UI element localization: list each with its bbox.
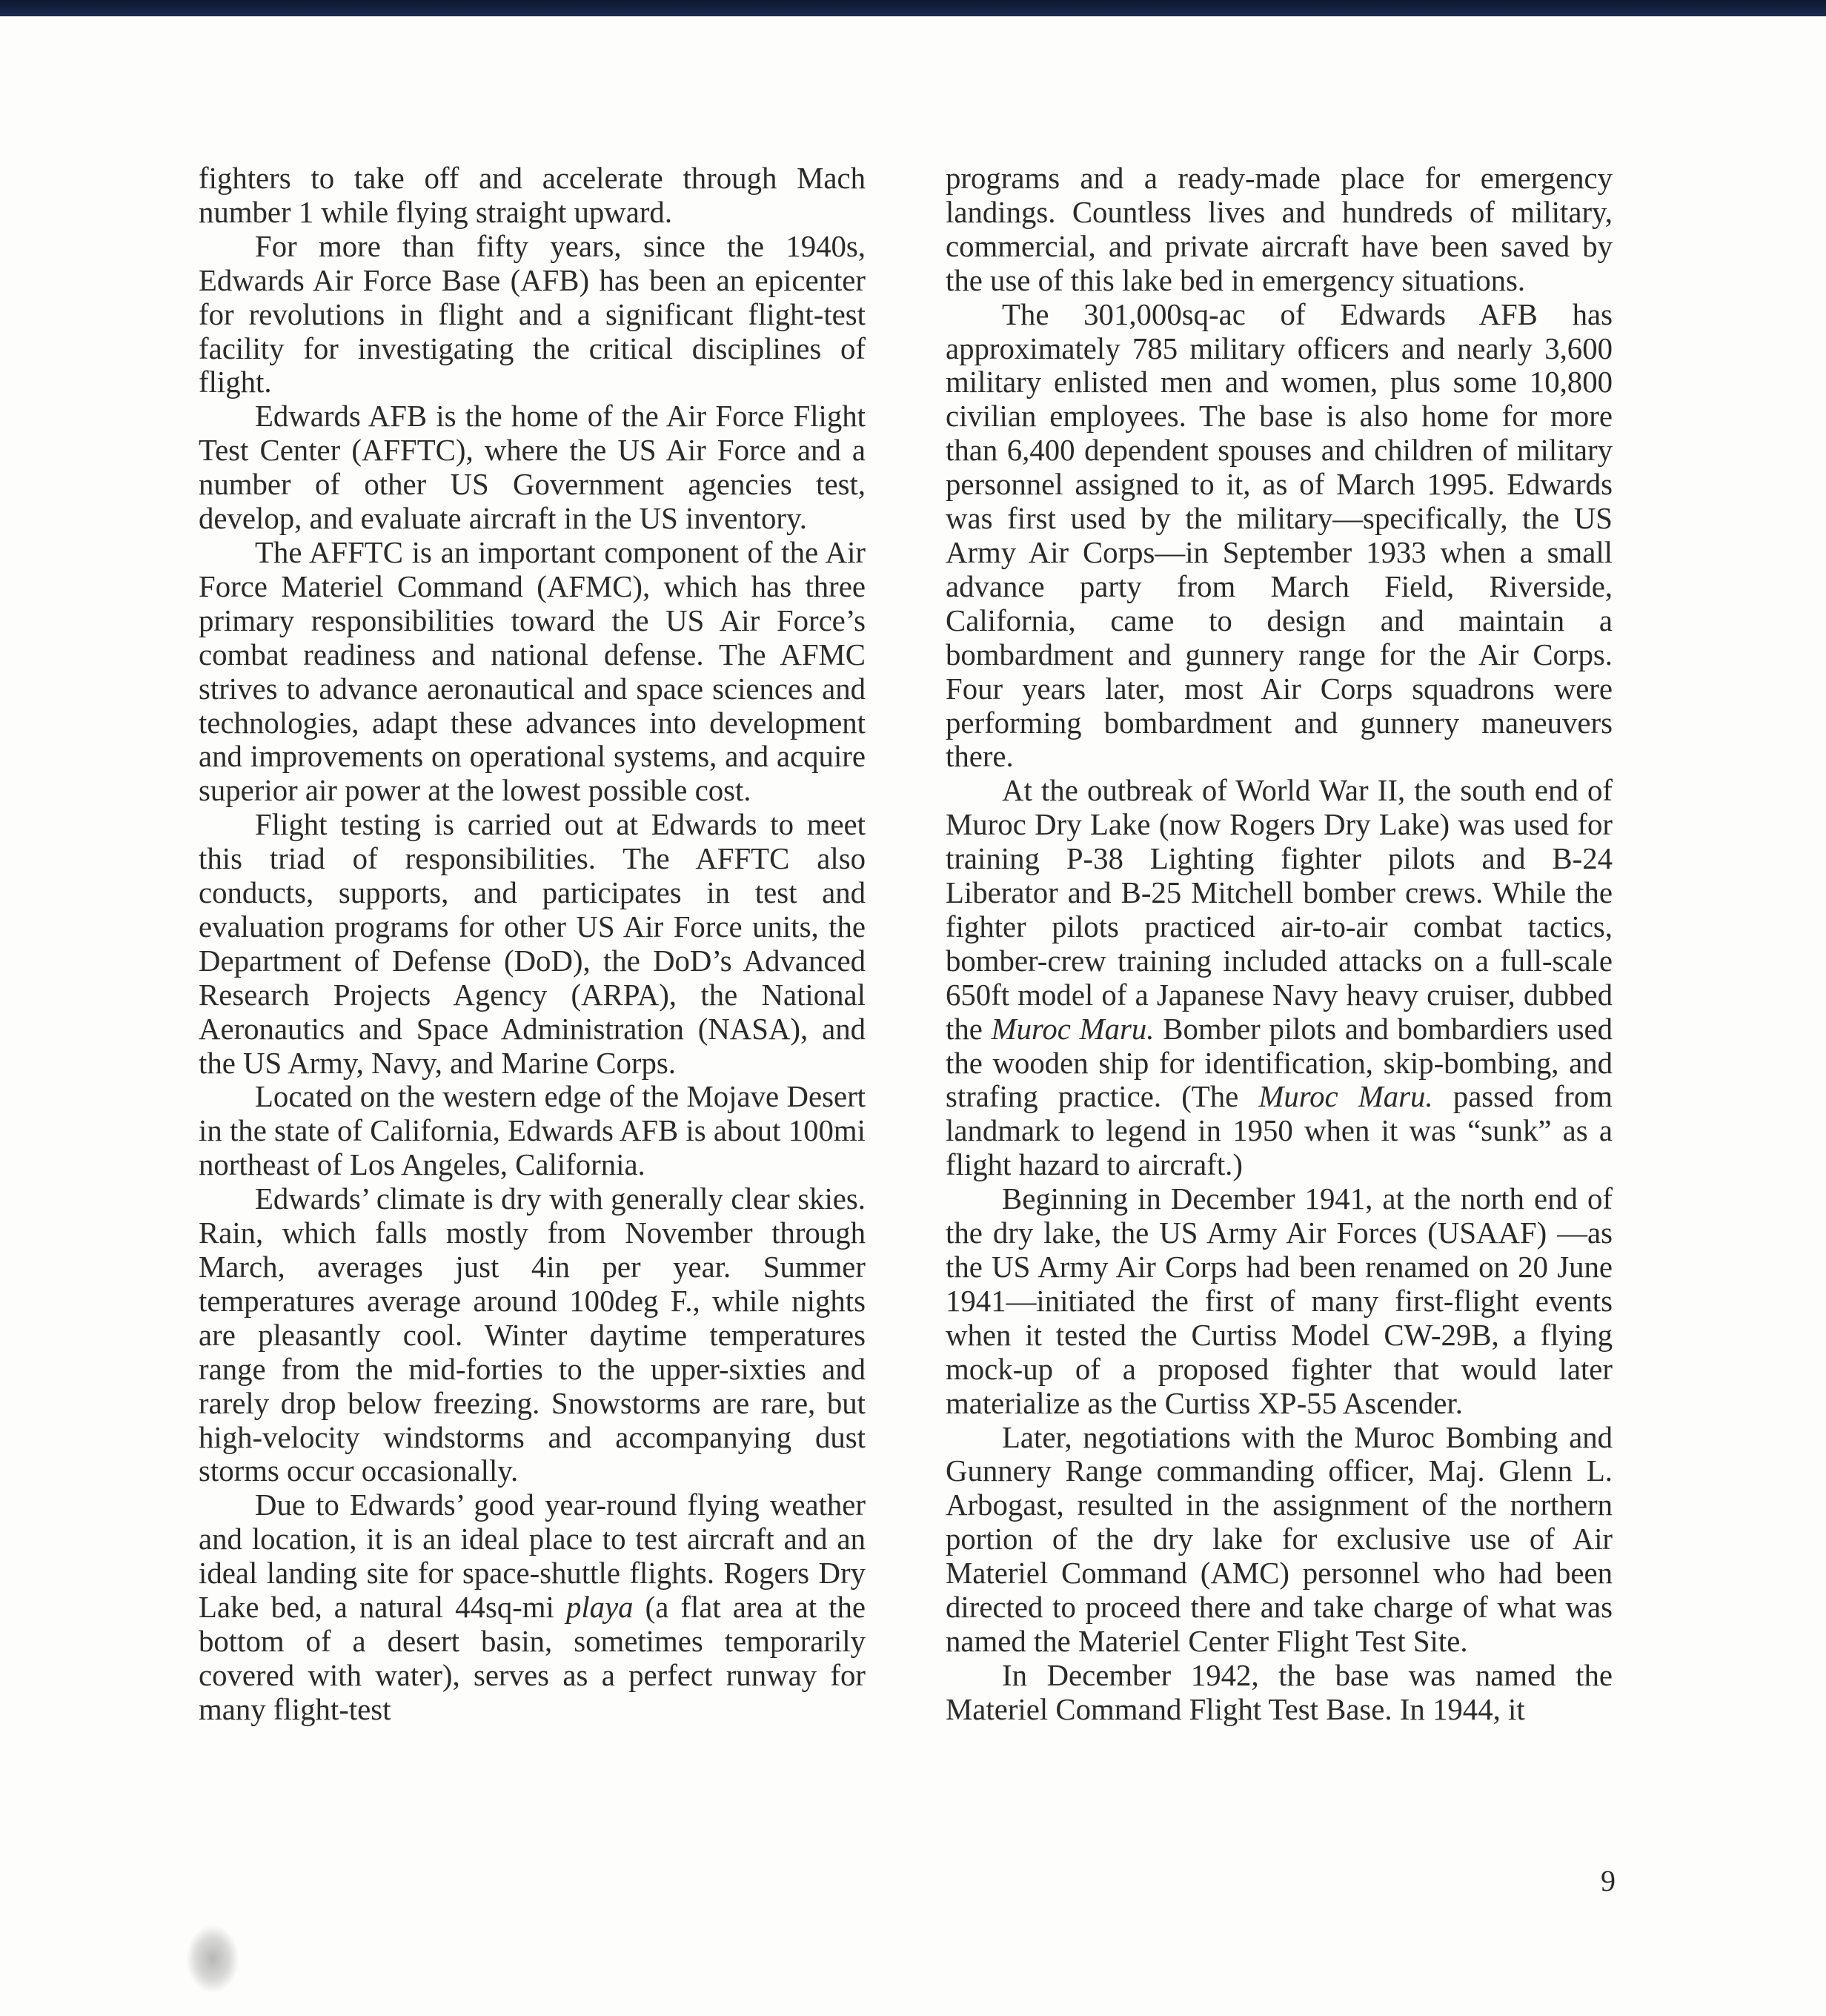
paragraph: fighters to take off and accelerate through Mach number 1 while flying straight upward. xyxy=(199,162,866,229)
paragraph: Edwards’ climate is dry with generally clear skies. Rain, which falls mostly from November through March, averages just 4in per year. Summer temperatures average around 100deg F., while nights are pleasantly cool. Winter daytime temperatures range from the mid-forties to the upper-sixties and rarely drop below freezing. Snowstorms are rare, but high-velocity windstorms and accompanying dust storms occur occasionally. xyxy=(199,1182,866,1488)
page-number: 9 xyxy=(1601,1864,1616,1897)
paragraph: Edwards AFB is the home of the Air Force Flight Test Center (AFFTC), where the US Air Force and a number of other US Government agencies test, develop, and evaluate aircraft in the US inventory. xyxy=(199,399,866,536)
paragraph: Later, negotiations with the Muroc Bombing and Gunnery Range commanding officer, Maj. Glenn L. Arbogast, resulted in the assignment of the northern portion of the dry lake for exclusive use of Air Materiel Command (AMC) personnel who had been directed to proceed there and take charge of what was named the Materiel Center Flight Test Site. xyxy=(946,1420,1613,1658)
text-run: At the outbreak of World War II, the south end of Muroc Dry Lake (now Rogers Dry Lake) was used for training P-38 Lighting fighter pilots and B-24 Liberator and B-25 Mitchell bomber crews. While the fighter pilots practiced air-to-air combat tactics, bomber-crew training included attacks on a full-scale 650ft model of a Japanese Navy heavy cruiser, dubbed the xyxy=(946,774,1613,1046)
paragraph xyxy=(946,774,1613,1182)
paragraph xyxy=(199,1488,866,1726)
text-run: Due to Edwards’ good year-round flying weather and location, it is an ideal place to test aircraft and an ideal landing site for space-shuttle flights. Rogers Dry Lake bed, a natural 44sq-mi xyxy=(199,1488,866,1625)
paragraph: For more than fifty years, since the 1940s, Edwards Air Force Base (AFB) has been an epicenter for revolutions in flight and a significant flight-test facility for investigating the critical disciplines of flight. xyxy=(199,229,866,399)
page-top-edge xyxy=(0,0,1826,16)
paragraph: The AFFTC is an important component of the Air Force Materiel Command (AFMC), which has three primary responsibilities toward the US Air Force’s combat readiness and national defense. The AFMC strives to advance aeronautical and space sciences and technologies, adapt these advances into development and improvements on operational systems, and acquire superior air power at the lowest possible cost. xyxy=(199,535,866,808)
italic-term: playa xyxy=(565,1591,634,1625)
paragraph: In December 1942, the base was named the Materiel Command Flight Test Base. In 1944, it xyxy=(946,1658,1613,1726)
italic-ship-name: Muroc Maru. xyxy=(1258,1080,1433,1114)
right-text-column xyxy=(946,162,1613,1727)
text-run: Bomber pilots and bombardiers used the wooden ship for identification, skip-bombing, and strafing practice. (The xyxy=(946,1012,1613,1114)
paragraph: The 301,000sq-ac of Edwards AFB has approximately 785 military officers and nearly 3,600 military enlisted men and women, plus some 10,800 civilian employees. The base is also home for more than 6,400 dependent spouses and children of military personnel assigned to it, as of March 1995. Edwards was first used by the military—specifically, the US Army Air Corps—in September 1933 when a small advance party from March Field, Riverside, California, came to design and maintain a bombardment and gunnery range for the Air Corps. Four years later, most Air Corps squadrons were performing bombardment and gunnery maneuvers there. xyxy=(946,297,1613,774)
paragraph: Flight testing is carried out at Edwards to meet this triad of responsibilities. The AFFTC also conducts, supports, and participates in test and evaluation programs for other US Air Force units, the Department of Defense (DoD), the DoD’s Advanced Research Projects Agency (ARPA), the National Aeronautics and Space Administration (NASA), and the US Army, Navy, and Marine Corps. xyxy=(199,808,866,1080)
left-text-column xyxy=(199,162,866,1727)
scan-smudge xyxy=(187,1926,239,1992)
text-run: (a flat area at the bottom of a desert basin, sometimes temporarily covered with water), serves as a perfect runway for many flight-test xyxy=(199,1591,866,1726)
paragraph: Beginning in December 1941, at the north end of the dry lake, the US Army Air Forces (USAAF) —as the US Army Air Corps had been renamed on 20 June 1941—initiated the first of many first-flight events when it tested the Curtiss Model CW-29B, a flying mock-up of a proposed fighter that would later materialize as the Curtiss XP-55 Ascender. xyxy=(946,1182,1613,1420)
italic-ship-name: Muroc Maru. xyxy=(991,1012,1155,1046)
paragraph: programs and a ready-made place for emergency landings. Countless lives and hundreds of military, commercial, and private aircraft have been saved by the use of this lake bed in emergency situations. xyxy=(946,162,1613,297)
paragraph: Located on the western edge of the Mojave Desert in the state of California, Edwards AFB is about 100mi northeast of Los Angeles, California. xyxy=(199,1080,866,1182)
text-run: passed from landmark to legend in 1950 when it was “sunk” as a flight hazard to aircraft.) xyxy=(946,1080,1613,1182)
